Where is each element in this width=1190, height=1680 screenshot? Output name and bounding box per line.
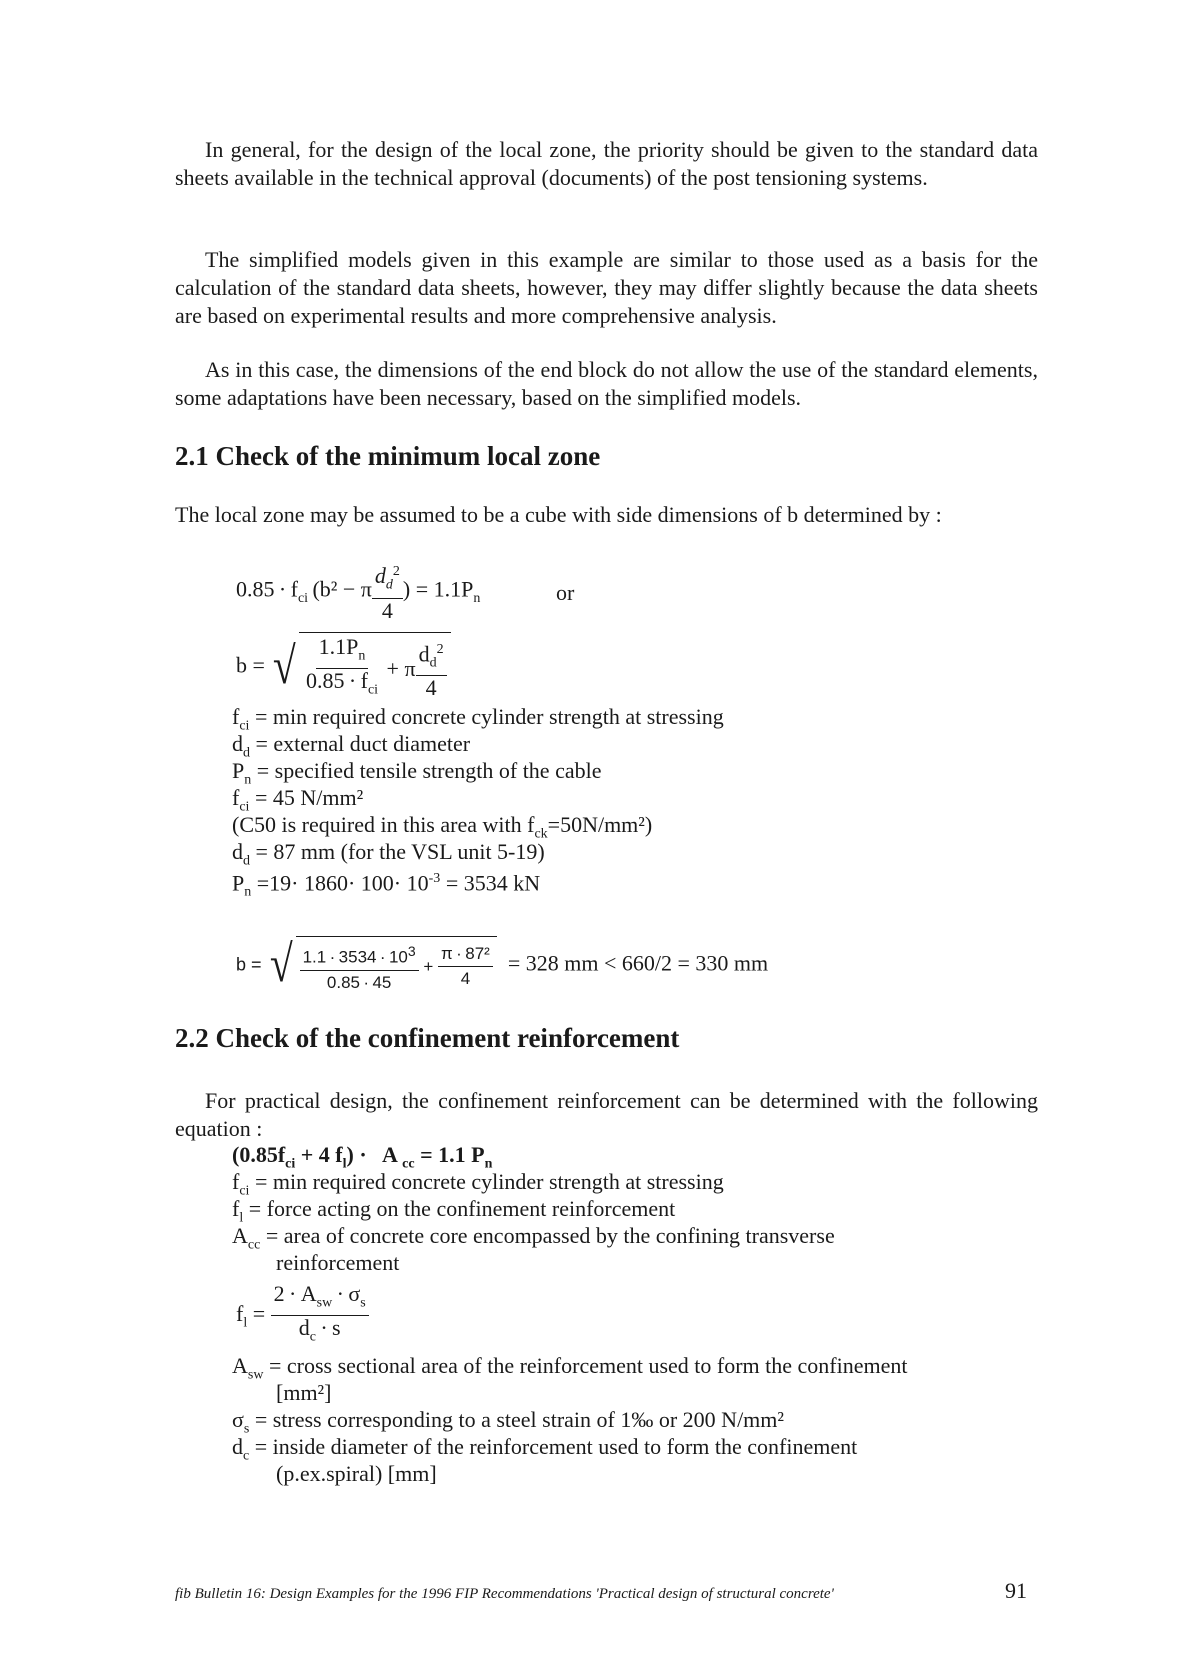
paragraph-adaptations: As in this case, the dimensions of the end block do not allow the use of the standard elements, some adaptations have been necessary, based on the simplified models.	[175, 357, 1038, 410]
footer-citation: fib Bulletin 16: Design Examples for the 1996 FIP Recommendations 'Practical design of structural concrete'	[175, 1586, 834, 1602]
def2-asw: $A_{sw}$ = cross sectional area of the reinforcement used to form the confinement	[232, 1353, 908, 1383]
or-label: or	[556, 580, 575, 605]
equation-local-zone: $0.85 \cdot f_{ci}$ (b² − π $\frac{d_d^2}{4}$ ) = $1.1P_n$	[236, 560, 480, 623]
equation-confinement: ($0.85f_{ci} + 4$ $f_l) \cdot A$ $_{cc}$ = 1.1 $P_n$	[232, 1142, 493, 1172]
def2-acc: $A_{cc}$ = area of concrete core encompassed by the confining transverse	[232, 1223, 835, 1253]
paragraph-priority: In general, for the design of the local zone, the priority should be given to the standard data sheets available in the technical approval (documents) of the post tensioning systems.	[175, 137, 1038, 190]
def-c50: (C50 is required in this area with $f_{ck}=50N/mm^2$)	[232, 812, 653, 842]
def2-asw-cont: [mm²]	[276, 1380, 332, 1405]
equation-b-formula: b = √ $\frac{1.1P_n}{0.85 \cdot f_{ci}}$ + π $\frac{d_d^2}{4}$	[236, 632, 451, 703]
def-dd-value: $d_d = 87$ mm (for the VSL unit 5-19)	[232, 839, 545, 869]
def2-dc: $d_c$ = inside diameter of the reinforcement used to form the confinement	[232, 1434, 858, 1464]
def-dd: $d_d$ = external duct diameter	[232, 731, 471, 761]
def2-fl: $f_l$ = force acting on the confinement reinforcement	[232, 1196, 676, 1226]
def-fci: $f_{ci} = \min$ required concrete cylinder strength at stressing	[232, 704, 724, 734]
def-pn-value: $P_n =19\cdot 1860\cdot 100\cdot 10^{-3} = 3534$ kN	[232, 870, 541, 900]
equation-b-result: b = √ $\frac{1.1 \cdot 3534 \cdot 10^3}{0.85 \cdot 45}$ + $\frac{\text{π · 87²}}{4}$ = 328 mm < 660/2 = 330 mm	[236, 936, 769, 994]
section-heading-2-2: 2.2 Check of the confinement reinforcement	[175, 1023, 680, 1053]
section-2-2-intro: For practical design, the confinement reinforcement can be determined with the following equation :	[175, 1088, 1038, 1141]
def-pn: $P_n$ = specified tensile strength of the cable	[232, 758, 602, 788]
paragraph-simplified-models: The simplified models given in this example are similar to those used as a basis for the calculation of the standard data sheets, however, they may differ slightly because the data sheets are based on experimental results and more comprehensive analysis.	[175, 247, 1038, 328]
page-number: 91	[1005, 1578, 1027, 1603]
section-2-1-intro: The local zone may be assumed to be a cube with side dimensions of b determined by :	[175, 502, 942, 527]
section-heading-2-1: 2.1 Check of the minimum local zone	[175, 441, 601, 471]
def2-sigma: $\sigma_s$ = stress corresponding to a steel strain of 1‰ or 200 N/mm²	[232, 1407, 785, 1437]
def2-acc-cont: reinforcement	[276, 1250, 400, 1275]
def-fci-value: $f_{ci} = 45$ N/mm²	[232, 785, 364, 815]
def2-fci: $f_{ci} = \min$ required concrete cylinder strength at stressing	[232, 1169, 724, 1199]
def2-dc-cont: (p.ex.spiral) [mm]	[276, 1461, 437, 1486]
equation-fl: $f_l$ = $\frac{2 \cdot A_{sw} \cdot \sigma_s}{d_c \cdot s}$	[236, 1282, 369, 1350]
